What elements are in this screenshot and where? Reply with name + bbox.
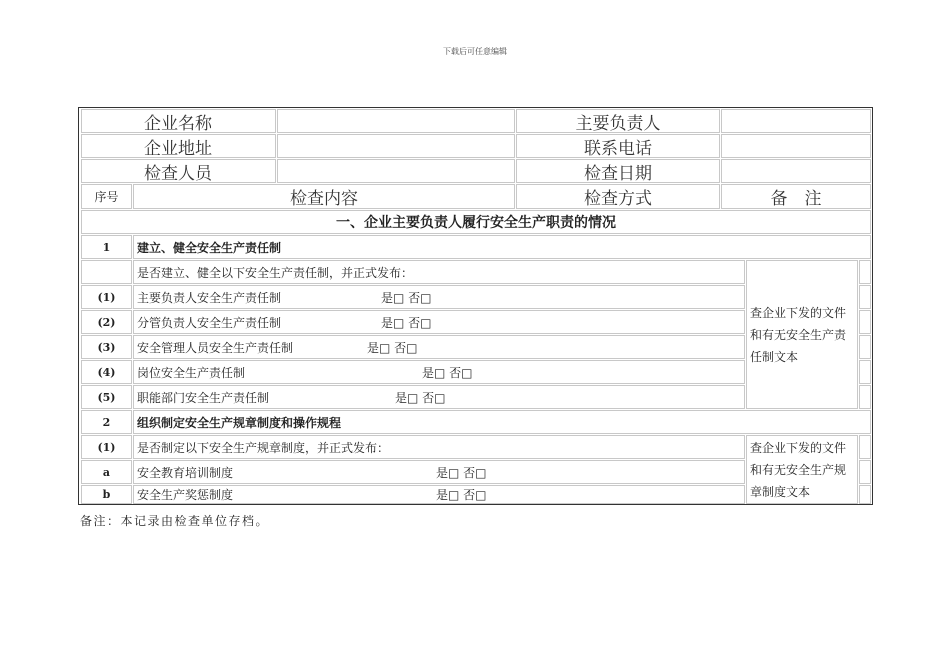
item-1-row-3-yes-no[interactable]: 是□ 否□: [367, 340, 418, 355]
item-1-row-4: [133, 360, 745, 384]
item-2-row-a-number: a: [81, 460, 132, 484]
item-1-row-5-number: (5): [81, 385, 132, 409]
item-1-row-2: [133, 310, 745, 334]
date-field[interactable]: [721, 159, 871, 183]
item-2-row-a-text: 安全教育培训制度: [137, 465, 234, 480]
item-1-row-1-yes-no[interactable]: 是□ 否□: [381, 290, 432, 305]
item-1-intro-index: [81, 260, 132, 284]
item-2-row-a: [133, 460, 745, 484]
item-2-remark-cell[interactable]: [859, 460, 871, 484]
item-1-remark-cell[interactable]: [859, 260, 871, 284]
item-1-row-2-number: (2): [81, 310, 132, 334]
date-label: 检查日期: [516, 159, 720, 183]
item-1-row-2-yes-no[interactable]: 是□ 否□: [381, 315, 432, 330]
item-1-row-5-text: 职能部门安全生产责任制: [137, 390, 270, 405]
item-2-row-b-number: b: [81, 485, 132, 504]
header-index: 序号: [81, 184, 132, 209]
company-name-label: 企业名称: [81, 109, 276, 133]
item-2-intro: 是否制定以下安全生产规章制度，并正式发布：: [133, 435, 745, 459]
phone-label: 联系电话: [516, 134, 720, 158]
header-note: 下载后可任意编辑: [443, 47, 507, 56]
phone-field[interactable]: [721, 134, 871, 158]
header-content: 检查内容: [133, 184, 515, 209]
item-2-row-a-yes-no[interactable]: 是□ 否□: [436, 465, 487, 480]
header-remark: 备 注: [721, 184, 871, 209]
principal-field[interactable]: [721, 109, 871, 133]
item-1-row-5: [133, 385, 745, 409]
item-2-intro-number: (1): [81, 435, 132, 459]
item-1-row-3-number: (3): [81, 335, 132, 359]
item-2-number: 2: [81, 410, 132, 434]
item-1-row-3-text: 安全管理人员安全生产责任制: [137, 340, 294, 355]
item-1-number: 1: [81, 235, 132, 259]
item-2-remark-cell[interactable]: [859, 435, 871, 459]
item-1-row-4-yes-no[interactable]: 是□ 否□: [422, 365, 473, 380]
footer-note: 备注：本记录由检查单位存档。: [80, 514, 270, 528]
item-1-row-5-yes-no[interactable]: 是□ 否□: [395, 390, 446, 405]
company-name-field[interactable]: [277, 109, 515, 133]
item-1-row-4-number: (4): [81, 360, 132, 384]
item-1-row-4-text: 岗位安全生产责任制: [137, 365, 246, 380]
item-1-remark-cell[interactable]: [859, 285, 871, 309]
inspector-label: 检查人员: [81, 159, 276, 183]
inspection-form: [78, 107, 873, 505]
header-method: 检查方式: [516, 184, 720, 209]
item-1-remark-cell[interactable]: [859, 335, 871, 359]
inspector-field[interactable]: [277, 159, 515, 183]
item-1-row-3: [133, 335, 745, 359]
item-2-remark-cell[interactable]: [859, 485, 871, 504]
item-1-check-method: 查企业下发的文件和有无安全生产责任制文本: [746, 260, 858, 409]
item-1-row-1-number: (1): [81, 285, 132, 309]
item-2-check-method: 查企业下发的文件和有无安全生产规章制度文本: [746, 435, 858, 504]
item-1-row-1-text: 主要负责人安全生产责任制: [137, 290, 282, 305]
item-1-row-2-text: 分管负责人安全生产责任制: [137, 315, 282, 330]
item-2-title: 组织制定安全生产规章制度和操作规程: [133, 410, 871, 434]
item-2-row-b: [133, 485, 745, 504]
item-1-remark-cell[interactable]: [859, 360, 871, 384]
item-1-remark-cell[interactable]: [859, 310, 871, 334]
company-address-field[interactable]: [277, 134, 515, 158]
principal-label: 主要负责人: [516, 109, 720, 133]
company-address-label: 企业地址: [81, 134, 276, 158]
item-1-intro: 是否建立、健全以下安全生产责任制，并正式发布：: [133, 260, 745, 284]
item-1-row-1: [133, 285, 745, 309]
item-2-row-b-text: 安全生产奖惩制度: [137, 488, 234, 502]
item-1-title: 建立、健全安全生产责任制: [133, 235, 871, 259]
item-1-remark-cell[interactable]: [859, 385, 871, 409]
section-1-title: 一、企业主要负责人履行安全生产职责的情况: [81, 210, 871, 234]
item-2-row-b-yes-no[interactable]: 是□ 否□: [436, 488, 487, 502]
